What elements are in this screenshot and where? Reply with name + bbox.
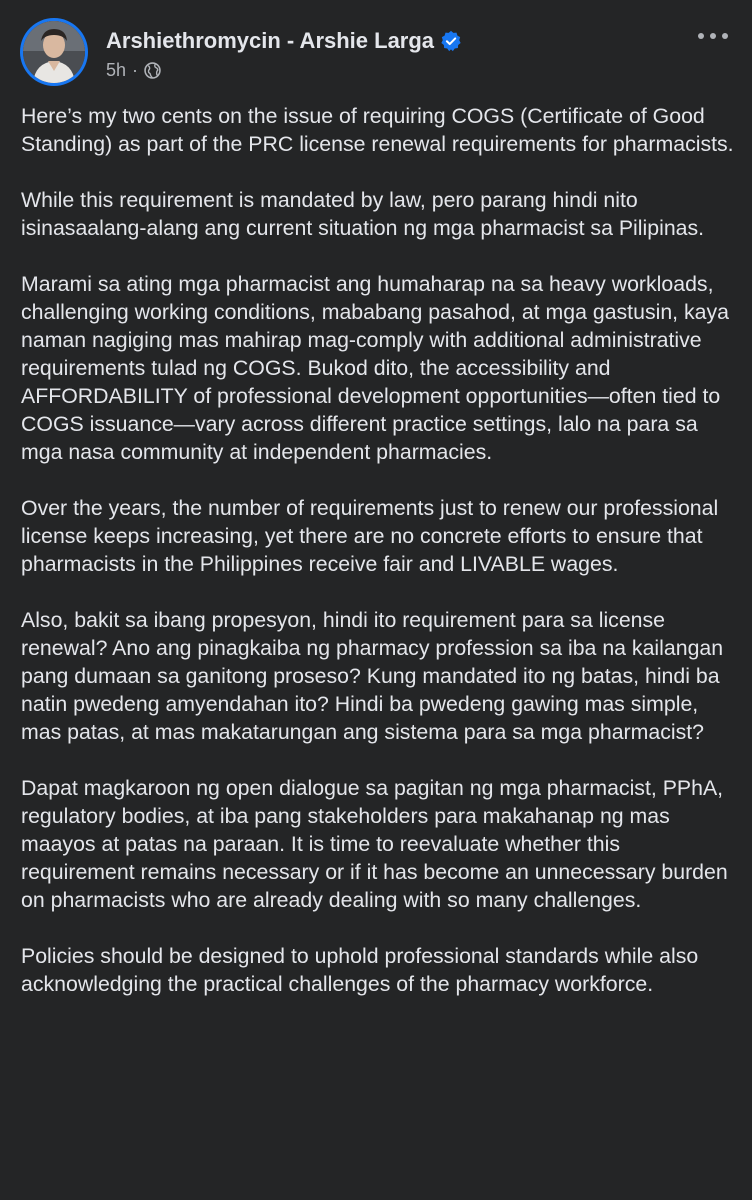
post-paragraph: Policies should be designed to uphold professional standards while also acknowledging the practical challenges of the pharmacy workforce. — [21, 944, 699, 996]
post-header — [20, 18, 732, 88]
post-meta — [106, 60, 161, 81]
post-paragraph: While this requirement is mandated by law, pero parang hindi nito isinasaalang-alang ang current situation ng mga pharmacist sa Pilipinas. — [21, 188, 705, 240]
avatar[interactable] — [20, 18, 88, 86]
post-paragraph: Also, bakit sa ibang propesyon, hindi ito requirement para sa license renewal? Ano ang pinagkaiba ng pharmacy profession sa iba na kailangan pang dumaan sa ganitong proseso? Kung mandated ito ng batas, hindi ba natin pwedeng amyendahan ito? Hindi ba pwedeng gawing mas simple, mas patas, at mas makatarungan ang sistema para sa mga pharmacist? — [21, 608, 724, 744]
post-paragraph: Dapat magkaroon ng open dialogue sa pagitan ng mga pharmacist, PPhA, regulatory bodies, at iba pang stakeholders para makahanap ng mas maayos at patas na paraan. It is time to reevaluate whether this requirement remains necessary or if it has become an unnecessary burden on pharmacists who are already dealing with so many challenges. — [21, 776, 728, 912]
globe-icon[interactable] — [144, 62, 161, 79]
more-dot — [710, 33, 716, 39]
author-row — [106, 28, 462, 54]
post-paragraph: Here’s my two cents on the issue of requiring COGS (Certificate of Good Standing) as part of the PRC license renewal requirements for pharmacists. — [21, 104, 734, 156]
more-dot — [722, 33, 728, 39]
post-paragraph: Marami sa ating mga pharmacist ang humaharap na sa heavy workloads, challenging working conditions, mababang pasahod, at mga gastusin, kaya naman nagiging mas mahirap mag-comply with additional administrative requirements tulad ng COGS. Bukod dito, the accessibility and AFFORDABILITY of professional development opportunities—often tied to COGS issuance—vary across different practice settings, lalo na para sa mga nasa community at independent pharmacies. — [21, 272, 729, 464]
author-name[interactable]: Arshiethromycin - Arshie Larga — [106, 28, 435, 53]
post-paragraph: Over the years, the number of requirements just to renew our professional license keeps increasing, yet there are no concrete efforts to ensure that pharmacists in the Philippines receive fair and LIVABLE wages. — [21, 496, 719, 576]
post-timestamp[interactable]: 5h — [106, 60, 127, 80]
more-dot — [698, 33, 704, 39]
meta-separator: · — [132, 60, 139, 80]
post-body — [21, 102, 737, 1026]
verified-badge-icon — [440, 30, 462, 52]
avatar-photo — [23, 21, 85, 83]
more-options-icon[interactable] — [698, 26, 728, 46]
